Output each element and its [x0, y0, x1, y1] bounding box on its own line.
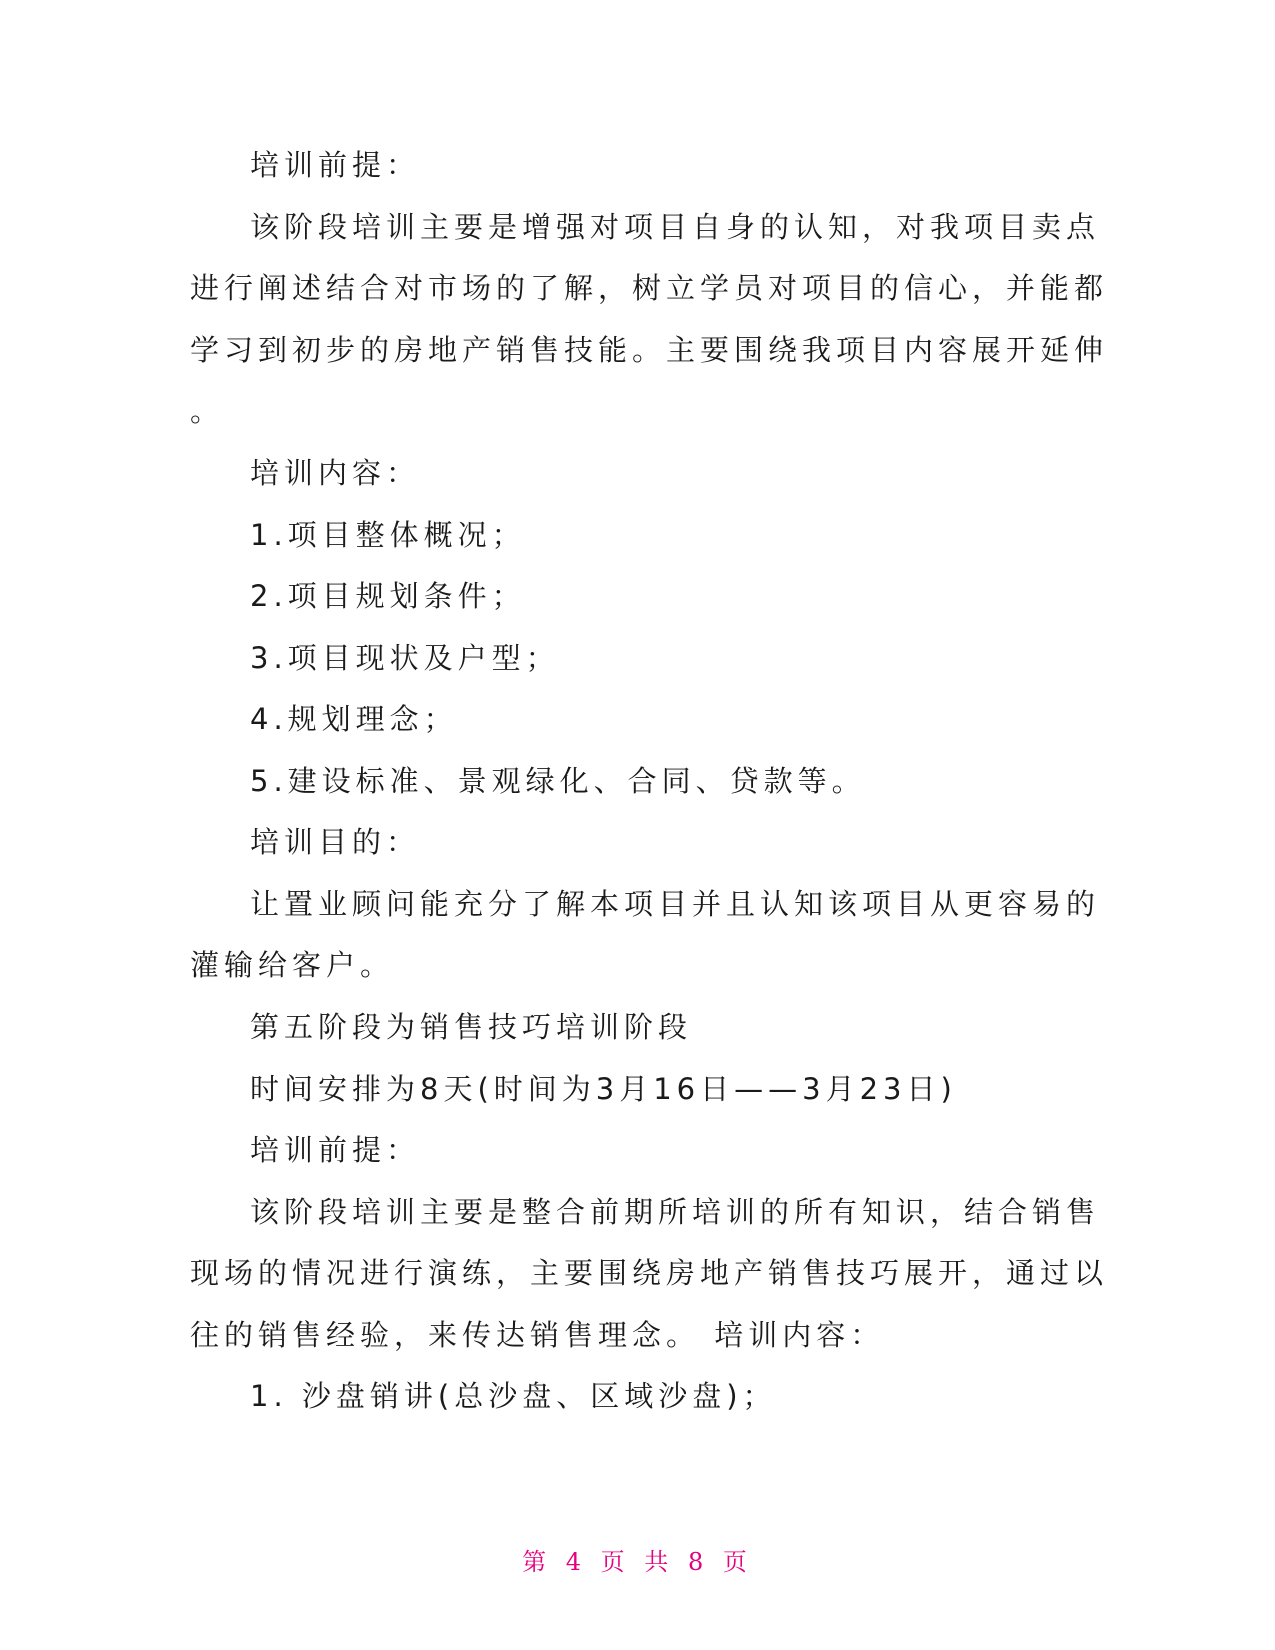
page-number-footer: 第 4 页 共 8 页: [522, 1548, 753, 1576]
paragraph-line: 让置业顾问能充分了解本项目并且认知该项目从更容易的: [250, 887, 1101, 921]
list-item: 5.建设标准、景观绿化、合同、贷款等。: [250, 764, 866, 798]
heading-training-premise: 培训前提：: [250, 148, 421, 182]
paragraph-line: 进行阐述结合对市场的了解，树立学员对项目的信心，并能都: [190, 271, 1109, 305]
heading-training-content: 培训内容：: [250, 456, 421, 490]
list-item: 2.项目规划条件；: [250, 579, 526, 613]
schedule-line: 时间安排为8天(时间为3月16日——3月23日): [250, 1072, 957, 1106]
paragraph-line: 。: [190, 394, 225, 428]
list-item: 4.规划理念；: [250, 702, 458, 736]
list-item: 1. 沙盘销讲(总沙盘、区域沙盘)；: [250, 1379, 777, 1413]
heading-training-purpose: 培训目的：: [250, 825, 421, 859]
paragraph-line: 往的销售经验，来传达销售理念。 培训内容：: [190, 1318, 885, 1352]
paragraph-line: 现场的情况进行演练，主要围绕房地产销售技巧展开，通过以: [190, 1256, 1109, 1290]
paragraph-line: 灌输给客户。: [190, 948, 395, 982]
paragraph-line: 学习到初步的房地产销售技能。主要围绕我项目内容展开延伸: [190, 333, 1109, 367]
list-item: 1.项目整体概况；: [250, 518, 526, 552]
heading-training-premise: 培训前提：: [250, 1133, 421, 1167]
list-item: 3.项目现状及户型；: [250, 641, 560, 675]
paragraph-line: 该阶段培训主要是整合前期所培训的所有知识，结合销售: [250, 1195, 1101, 1229]
section-title: 第五阶段为销售技巧培训阶段: [250, 1010, 693, 1044]
paragraph-line: 该阶段培训主要是增强对项目自身的认知，对我项目卖点: [250, 210, 1101, 244]
